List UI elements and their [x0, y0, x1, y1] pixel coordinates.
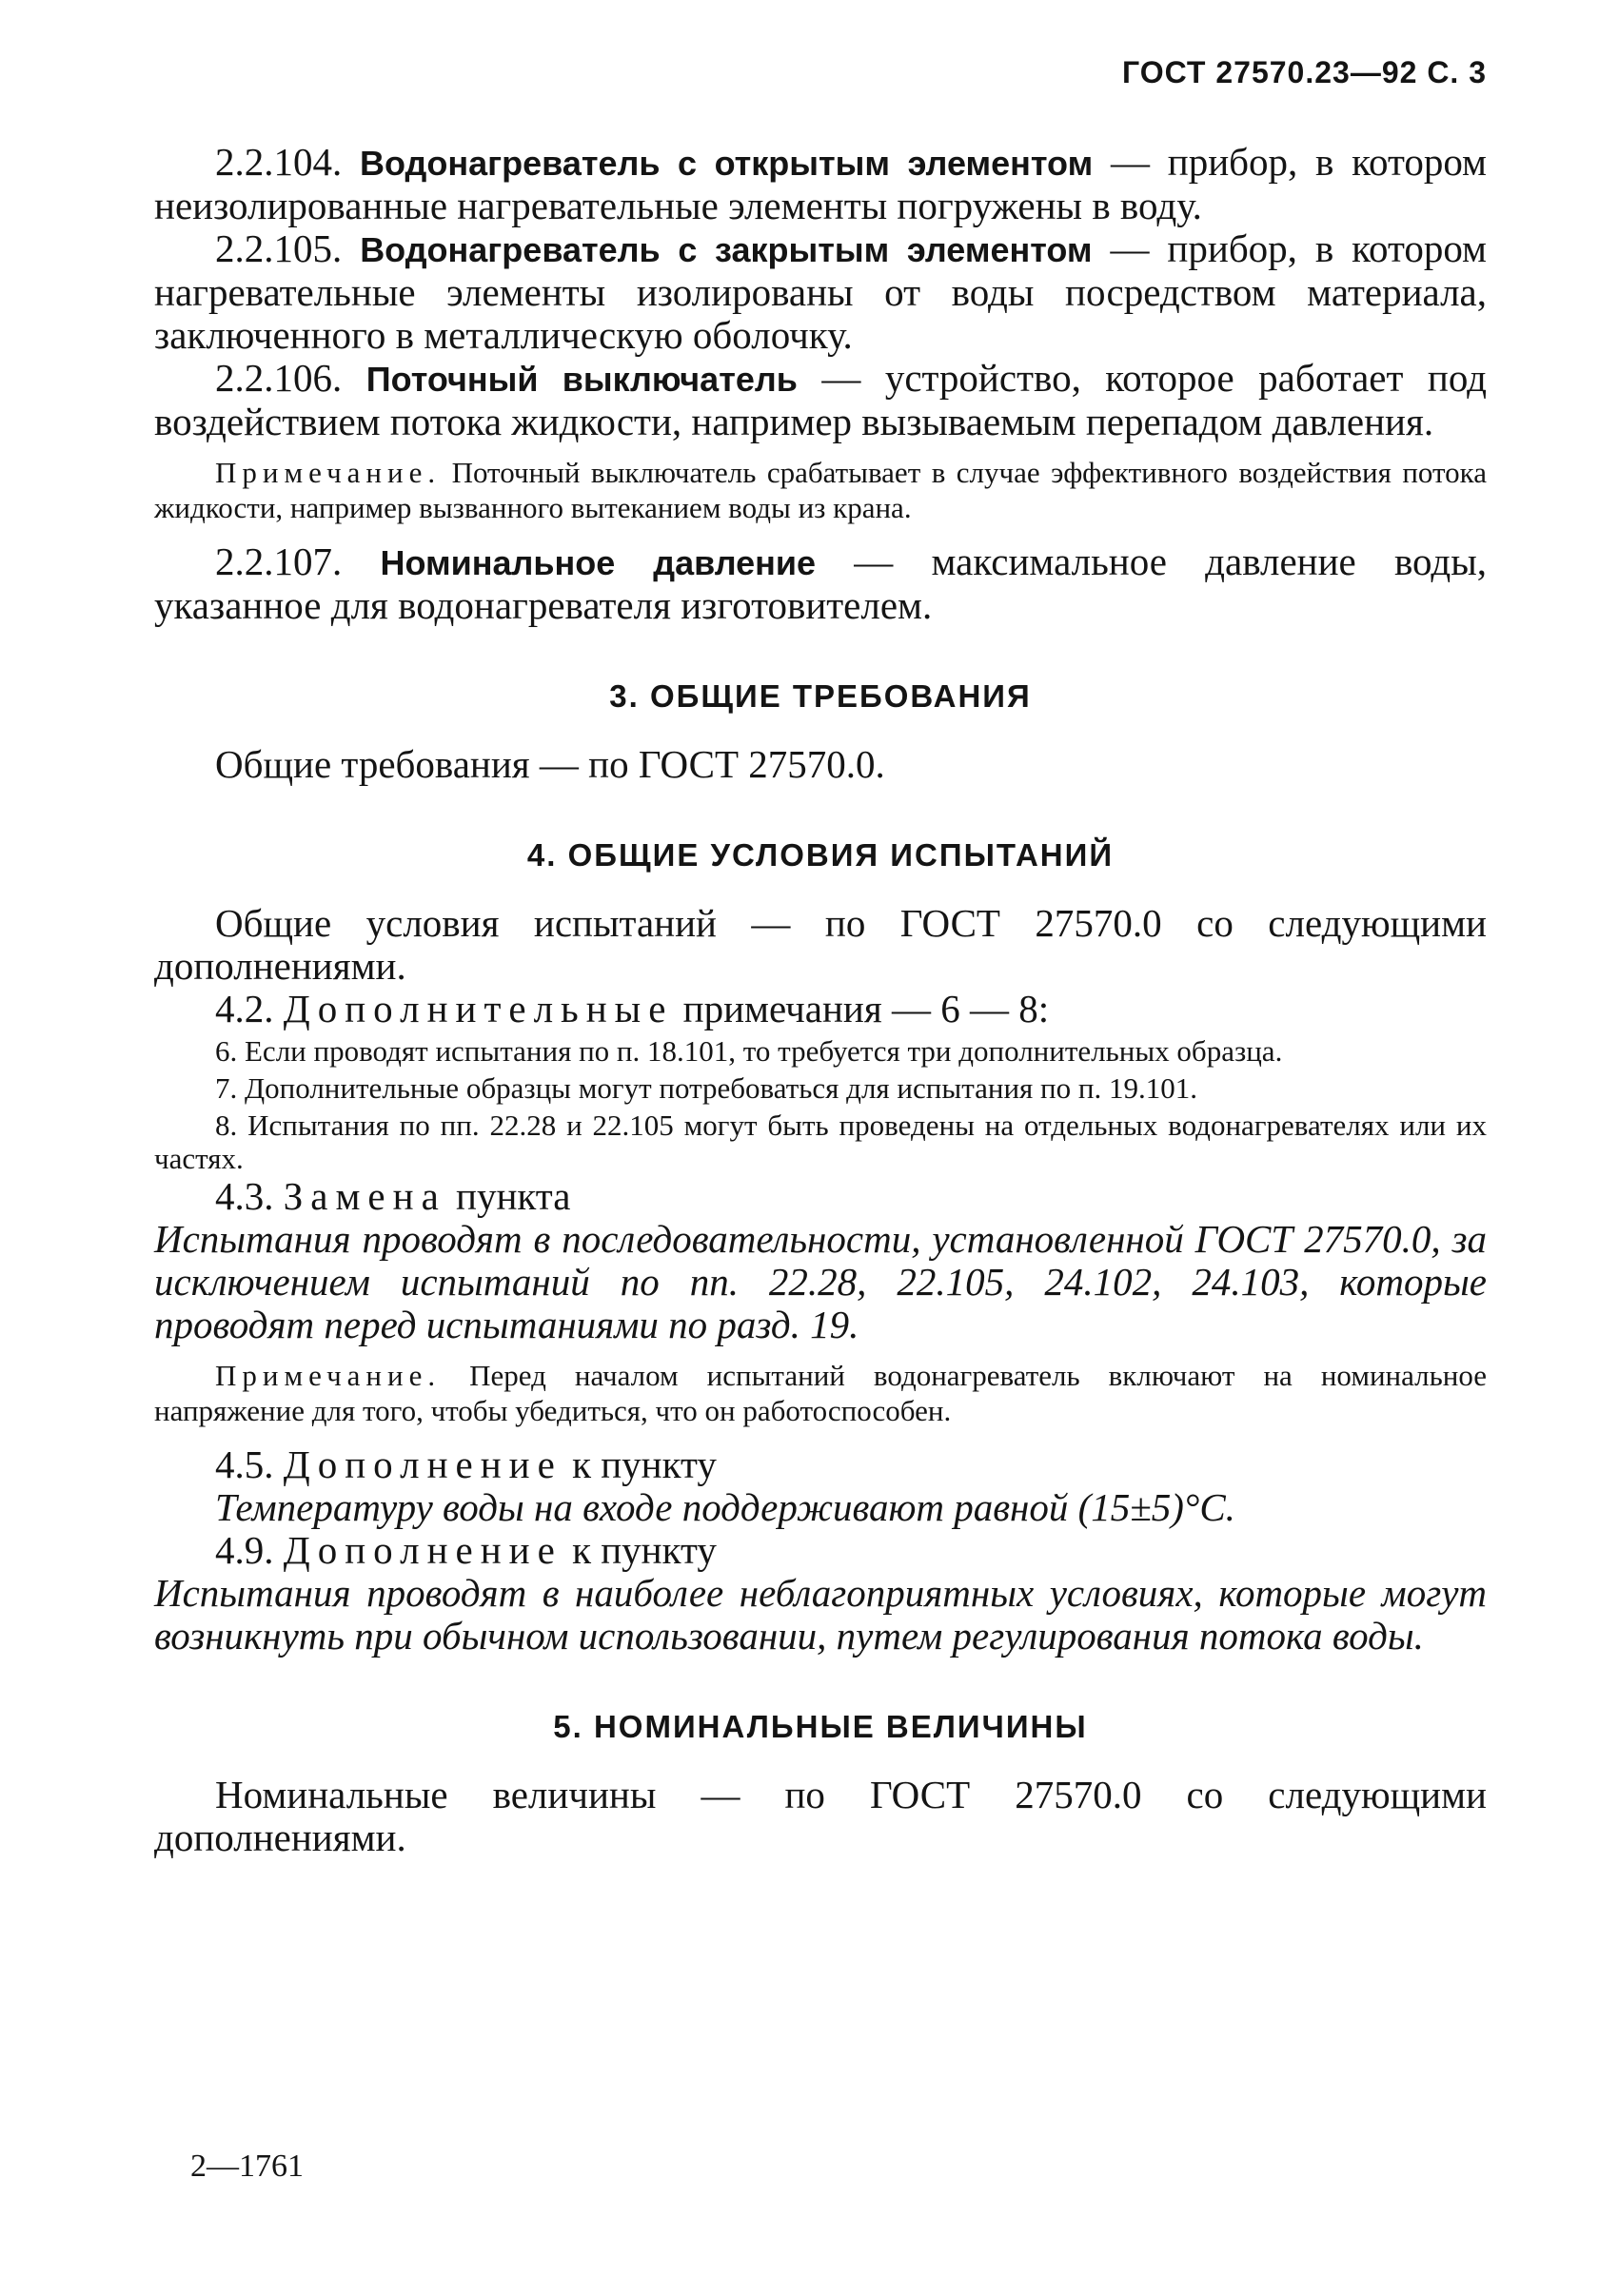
clause-rest: примечания — 6 — 8:: [673, 987, 1050, 1030]
clause-4-3-text: Испытания проводят в последовательности, установленной ГОСТ 27570.0, за исключением испытаний по пп. 22.28, 22.105, 24.102, 24.103, которые проводят перед испытаниями по разд. 19.: [154, 1217, 1487, 1346]
definition-text: — прибор, в котором неизолированные нагревательные элементы погружены в воду.: [154, 140, 1487, 227]
note-item-8: 8. Испытания по пп. 22.28 и 22.105 могут быть проведены на отдельных водонагревателях или их частях.: [154, 1109, 1487, 1175]
section-5-heading: 5. НОМИНАЛЬНЫЕ ВЕЛИЧИНЫ: [553, 1709, 1088, 1744]
note-text: Поточный выключатель срабатывает в случае эффективного воздействия потока жидкости, например вызванного вытеканием воды из крана.: [154, 456, 1487, 524]
clause-4-9: [154, 1529, 1487, 1572]
section-3-heading: 3. ОБЩИЕ ТРЕБОВАНИЯ: [609, 678, 1032, 714]
definition-2-2-106: [154, 357, 1487, 443]
note-test-start: [154, 1358, 1487, 1428]
clause-number: 4.3.: [215, 1174, 274, 1218]
clause-number: 4.5.: [215, 1442, 274, 1486]
definition-text: — прибор, в котором нагревательные элементы изолированы от воды посредством материала, заключенного в металлическую оболочку.: [154, 226, 1487, 357]
clause-label: Дополнительные: [283, 987, 674, 1030]
definition-number: 2.2.105.: [215, 226, 343, 270]
clause-4-2: [154, 988, 1487, 1030]
definition-2-2-105: [154, 227, 1487, 357]
definition-term: Водонагреватель с закрытым элементом: [360, 230, 1093, 269]
section-4-heading: 4. ОБЩИЕ УСЛОВИЯ ИСПЫТАНИЙ: [526, 837, 1115, 873]
clause-rest: пункта: [445, 1174, 571, 1218]
page-content: [154, 141, 1487, 1859]
page-footer-signature: 2—1761: [190, 2149, 304, 2184]
definition-number: 2.2.104.: [215, 140, 343, 184]
definition-number: 2.2.107.: [215, 540, 343, 583]
clause-rest: к пункту: [562, 1442, 717, 1486]
definition-term: Номинальное давление: [380, 543, 817, 582]
definition-2-2-104: [154, 141, 1487, 227]
definition-term: Поточный выключатель: [365, 360, 798, 399]
definition-text: — максимальное давление воды, указанное для водонагревателя изготовителем.: [154, 540, 1488, 627]
page-header: ГОСТ 27570.23—92 С. 3: [1122, 55, 1487, 89]
note-label: Примечание.: [215, 456, 442, 489]
definition-2-2-107: [154, 540, 1487, 627]
definition-number: 2.2.106.: [215, 356, 343, 400]
note-flow-switch: [154, 455, 1487, 525]
section-3-text: Общие требования — по ГОСТ 27570.0.: [215, 742, 885, 786]
definition-term: Водонагреватель с открытым элементом: [360, 144, 1094, 183]
clause-label: Замена: [283, 1174, 446, 1218]
note-label: Примечание.: [215, 1359, 442, 1392]
clause-number: 4.2.: [215, 987, 274, 1030]
note-item-7: 7. Дополнительные образцы могут потребоваться для испытания по п. 19.101.: [215, 1071, 1197, 1105]
note-text: Перед началом испытаний водонагреватель включают на номинальное напряжение для того, чтобы убедиться, что он работоспособен.: [154, 1359, 1487, 1427]
clause-rest: к пункту: [562, 1528, 717, 1572]
clause-label: Дополнение: [283, 1528, 563, 1572]
clause-4-3: [154, 1175, 1487, 1218]
definition-text: — устройство, которое работает под воздействием потока жидкости, например вызываемым перепадом давления.: [154, 356, 1488, 443]
section-4-intro: Общие условия испытаний — по ГОСТ 27570.0 со следующими дополнениями.: [154, 901, 1487, 988]
note-item-6: 6. Если проводят испытания по п. 18.101, то требуется три дополнительных образца.: [215, 1034, 1283, 1068]
clause-4-9-text: Испытания проводят в наиболее неблагоприятных условиях, которые могут возникнуть при обычном использовании, путем регулирования потока воды.: [154, 1571, 1487, 1658]
clause-4-5-text: Температуру воды на входе поддерживают равной (15±5)°С.: [215, 1485, 1235, 1529]
clause-number: 4.9.: [215, 1528, 274, 1572]
clause-4-5: [154, 1443, 1487, 1486]
clause-label: Дополнение: [283, 1442, 563, 1486]
section-5-text: Номинальные величины — по ГОСТ 27570.0 со следующими дополнениями.: [154, 1773, 1487, 1859]
